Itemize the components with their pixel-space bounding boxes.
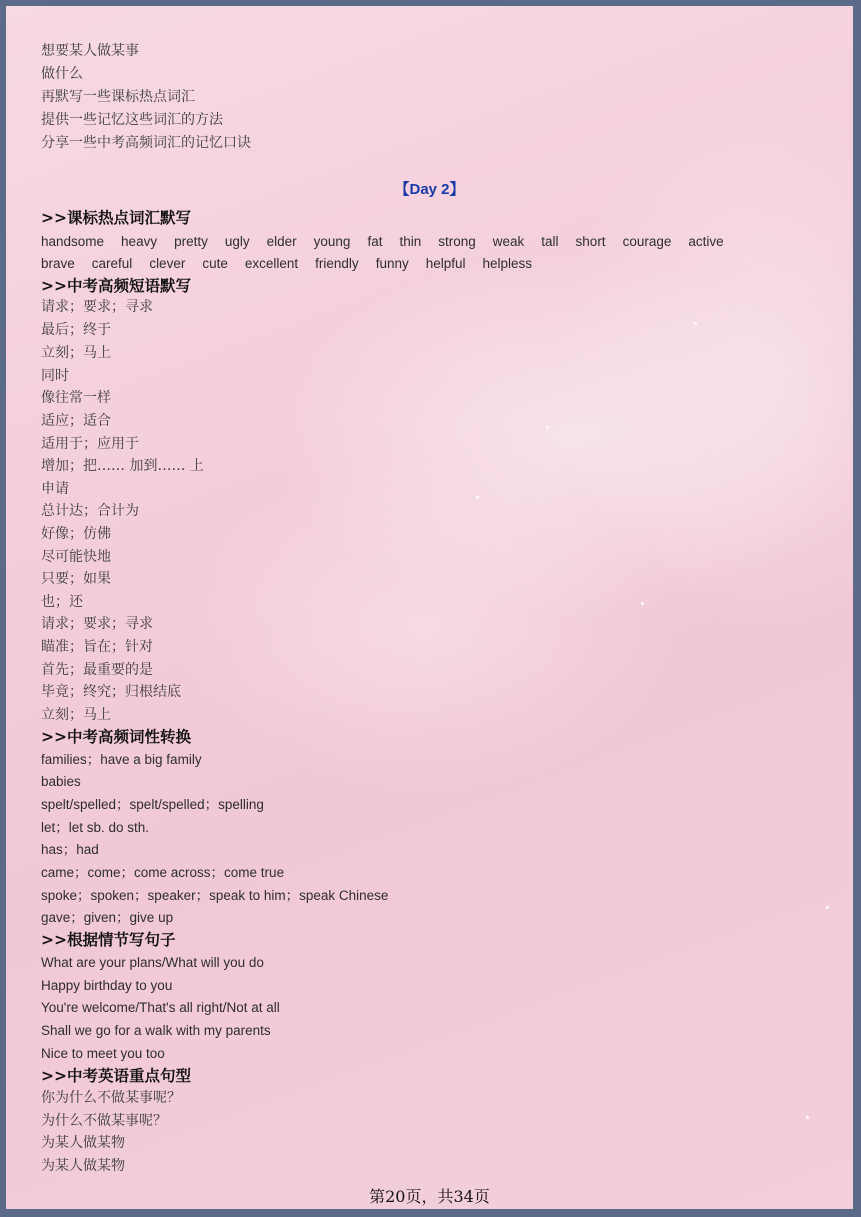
vocab-word: thin <box>399 234 422 249</box>
phrase-line: 好像；仿佛 <box>41 526 111 542</box>
phrase-line: 同时 <box>41 368 69 384</box>
phrase-line: 首先；最重要的是 <box>41 662 153 678</box>
phrase-line: 尽可能快地 <box>41 549 111 565</box>
phrase-line: 增加；把…… 加到…… 上 <box>41 458 204 474</box>
pattern-line: 为什么不做某事呢？ <box>41 1113 167 1129</box>
section-heading-patterns: >>中考英语重点句型 <box>41 1066 191 1085</box>
vocab-word: excellent <box>244 256 299 271</box>
vocab-row-1 <box>41 233 741 251</box>
phrase-line: 适应；适合 <box>41 413 111 429</box>
pattern-line: 你为什么不做某事呢？ <box>41 1090 181 1106</box>
conversion-line: spoke；spoken；speaker；speak to him；speak Chinese <box>41 888 389 903</box>
vocab-word: helpless <box>482 256 533 271</box>
sentence-line: Nice to meet you too <box>41 1046 165 1061</box>
vocab-word: elder <box>266 234 297 249</box>
vocab-word: cute <box>202 256 228 271</box>
vocab-word: heavy <box>121 234 158 249</box>
vocab-word: brave <box>41 256 75 271</box>
vocab-word: friendly <box>315 256 359 271</box>
phrase-line: 申请 <box>41 481 69 497</box>
sparkle-decoration <box>806 1116 809 1119</box>
intro-line: 再默写一些课标热点词汇 <box>41 89 195 105</box>
section-heading-vocab: >>课标热点词汇默写 <box>41 208 191 227</box>
sparkle-decoration <box>694 322 697 325</box>
section-heading-conversion: >>中考高频词性转换 <box>41 727 191 746</box>
phrase-line: 适用于；应用于 <box>41 436 139 452</box>
sentence-line: Happy birthday to you <box>41 978 173 993</box>
vocab-word: young <box>313 234 351 249</box>
vocab-word: handsome <box>41 234 105 249</box>
conversion-line: let；let sb. do sth. <box>41 820 150 835</box>
vocab-word: funny <box>375 256 409 271</box>
vocab-word: ugly <box>224 234 250 249</box>
sparkle-decoration <box>826 906 829 909</box>
phrase-line: 只要；如果 <box>41 571 111 587</box>
vocab-word: short <box>575 234 606 249</box>
document-page <box>6 6 853 1209</box>
phrase-line: 瞄准；旨在；针对 <box>41 639 153 655</box>
intro-line: 做什么 <box>41 66 83 82</box>
vocab-word: clever <box>149 256 186 271</box>
pattern-line: 为某人做某物 <box>41 1158 125 1174</box>
vocab-word: strong <box>438 234 476 249</box>
phrase-line: 立刻；马上 <box>41 345 111 361</box>
conversion-line: families；have a big family <box>41 752 202 767</box>
vocab-word: tall <box>541 234 559 249</box>
conversion-line: spelt/spelled；spelt/spelled；spelling <box>41 797 264 812</box>
phrase-line: 请求；要求；寻求 <box>41 616 153 632</box>
vocab-word: active <box>688 234 724 249</box>
conversion-line: has；had <box>41 842 99 857</box>
vocab-word: courage <box>622 234 672 249</box>
conversion-line: babies <box>41 774 81 789</box>
vocab-row-2 <box>41 255 549 273</box>
vocab-word: fat <box>367 234 383 249</box>
sentence-line: Shall we go for a walk with my parents <box>41 1023 271 1038</box>
phrase-line: 毕竟；终究；归根结底 <box>41 684 181 700</box>
phrase-line: 立刻；马上 <box>41 707 111 723</box>
section-heading-sentences: >>根据情节写句子 <box>41 930 176 949</box>
sparkle-decoration <box>641 602 644 605</box>
vocab-word: helpful <box>425 256 466 271</box>
vocab-word: pretty <box>174 234 208 249</box>
intro-line: 分享一些中考高频词汇的记忆口诀 <box>41 135 251 151</box>
phrase-line: 请求；要求；寻求 <box>41 299 153 315</box>
pattern-line: 为某人做某物 <box>41 1135 125 1151</box>
phrase-line: 像往常一样 <box>41 390 111 406</box>
phrase-line: 也；还 <box>41 594 83 610</box>
intro-line: 想要某人做某事 <box>41 43 139 59</box>
conversion-line: came；come；come across；come true <box>41 865 285 880</box>
vocab-word: weak <box>492 234 525 249</box>
vocab-word: careful <box>91 256 133 271</box>
phrase-line: 总计达；合计为 <box>41 503 139 519</box>
sparkle-decoration <box>546 426 549 429</box>
page-number-footer: 第20页，共34页 <box>369 1187 490 1206</box>
conversion-line: gave；given；give up <box>41 910 174 925</box>
section-heading-phrases: >>中考高频短语默写 <box>41 276 191 295</box>
phrase-line: 最后；终于 <box>41 322 111 338</box>
sentence-line: You're welcome/That's all right/Not at all <box>41 1000 280 1015</box>
day-label: 【Day 2】 <box>394 181 465 198</box>
sparkle-decoration <box>476 496 479 499</box>
intro-line: 提供一些记忆这些词汇的方法 <box>41 112 223 128</box>
sentence-line: What are your plans/What will you do <box>41 955 264 970</box>
